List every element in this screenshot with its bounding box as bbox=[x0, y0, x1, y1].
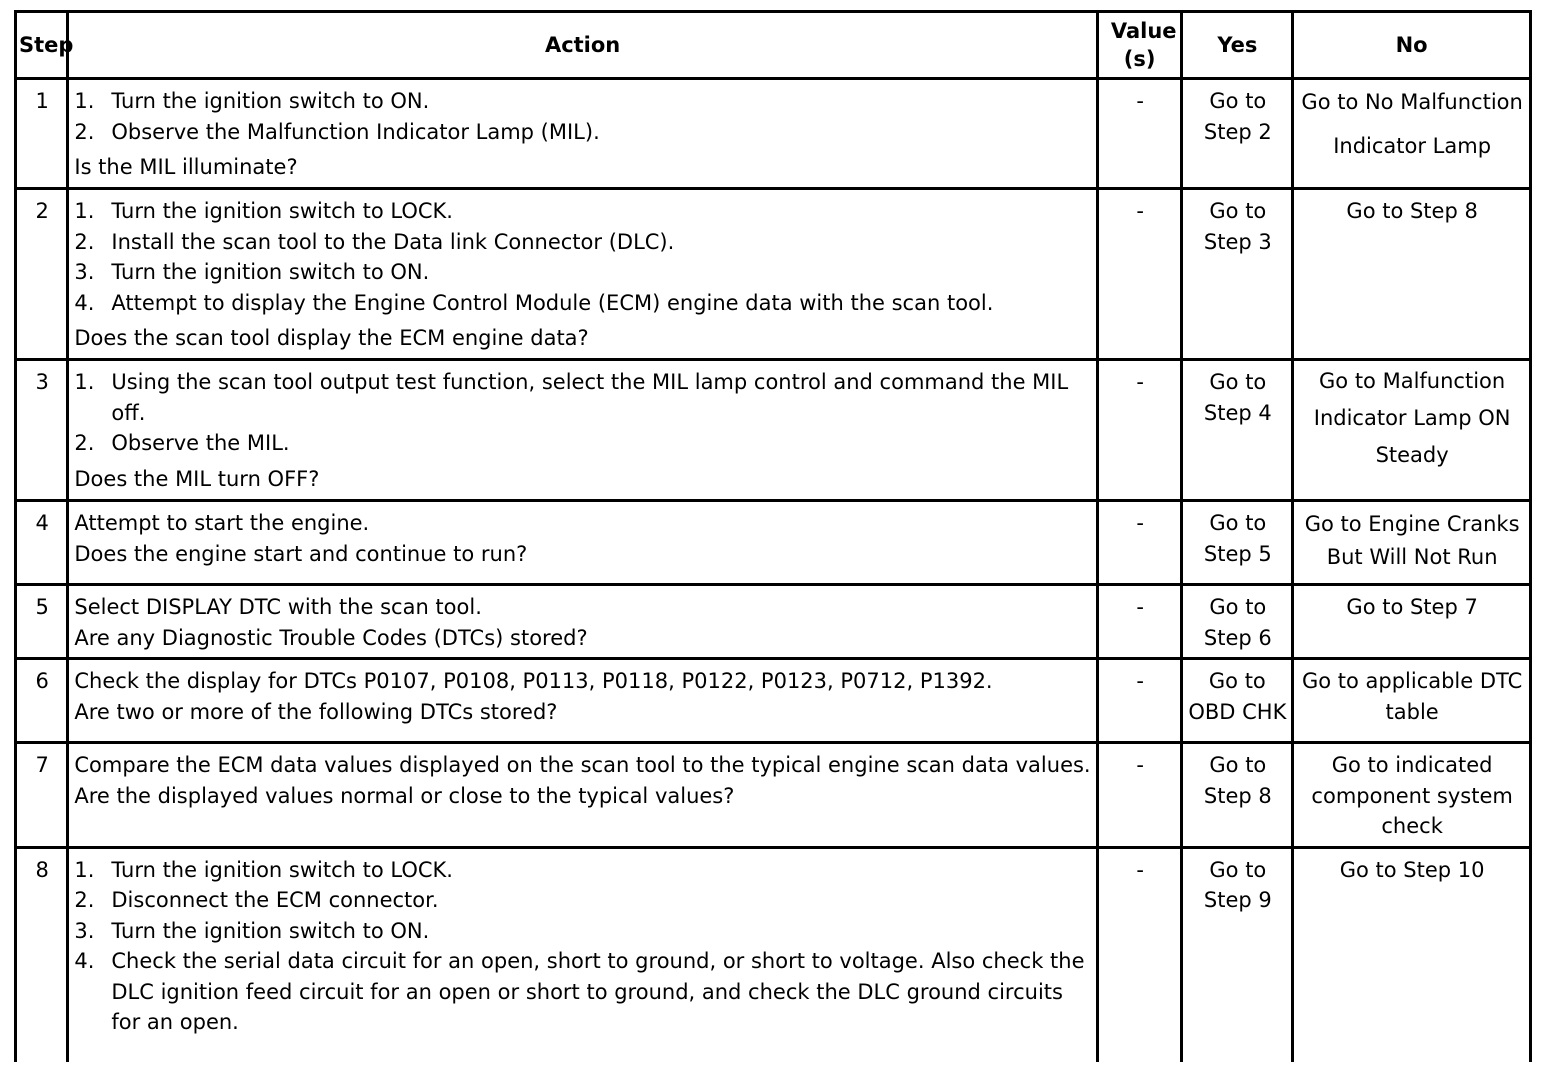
value-cell: - bbox=[1097, 189, 1182, 360]
yes-cell: Go to OBD CHK bbox=[1182, 659, 1293, 743]
item-text: Check the serial data circuit for an open, short to ground, or short to voltage. Also check the DLC ignition feed circuit for an open or short to ground, and check the DLC ground circuits for an open. bbox=[111, 949, 1085, 1034]
yes-cell: Go to Step 9 bbox=[1182, 847, 1293, 1062]
yes-cell: Go to Step 4 bbox=[1182, 360, 1293, 501]
item-number: 1. bbox=[74, 857, 95, 882]
header-action: Action bbox=[68, 12, 1097, 79]
table-row bbox=[16, 847, 1531, 1062]
item-number: 4. bbox=[74, 949, 95, 973]
header-step: Step bbox=[16, 12, 68, 79]
action-question: Does the scan tool display the ECM engine data? bbox=[74, 326, 589, 350]
list-item bbox=[74, 86, 1091, 117]
action-list bbox=[74, 196, 1091, 318]
step-number: 2 bbox=[16, 189, 68, 360]
action-cell bbox=[68, 501, 1097, 585]
action-question: Are any Diagnostic Trouble Codes (DTCs) stored? bbox=[74, 625, 588, 650]
no-cell: Go to No Malfunction Indicator Lamp bbox=[1293, 79, 1531, 189]
action-line: Select DISPLAY DTC with the scan tool. bbox=[74, 595, 482, 619]
value-cell: - bbox=[1097, 659, 1182, 743]
list-item bbox=[74, 855, 1091, 886]
action-cell bbox=[68, 585, 1097, 659]
action-question: Are the displayed values normal or close to the typical values? bbox=[74, 783, 735, 808]
action-list bbox=[74, 367, 1091, 459]
value-cell: - bbox=[1097, 585, 1182, 659]
item-text: Install the scan tool to the Data link Connector (DLC). bbox=[111, 229, 675, 254]
value-cell: - bbox=[1097, 501, 1182, 585]
action-cell bbox=[68, 743, 1097, 848]
no-cell: Go to applicable DTC table bbox=[1293, 659, 1531, 743]
header-row bbox=[16, 12, 1531, 79]
table-row bbox=[16, 360, 1531, 501]
step-number: 1 bbox=[16, 79, 68, 189]
action-line: Attempt to start the engine. bbox=[74, 511, 370, 535]
item-text: Turn the ignition switch to ON. bbox=[111, 918, 430, 943]
yes-cell: Go to Step 6 bbox=[1182, 585, 1293, 659]
item-text: Turn the ignition switch to ON. bbox=[111, 260, 430, 284]
no-cell: Go to Engine Cranks But Will Not Run bbox=[1293, 501, 1531, 585]
step-number: 3 bbox=[16, 360, 68, 501]
yes-cell: Go to Step 5 bbox=[1182, 501, 1293, 585]
table-row bbox=[16, 189, 1531, 360]
item-number: 1. bbox=[74, 199, 95, 223]
list-item bbox=[74, 916, 1091, 947]
no-cell: Go to Malfunction Indicator Lamp ON Steady bbox=[1293, 360, 1531, 501]
item-number: 3. bbox=[74, 918, 95, 943]
list-item bbox=[74, 946, 1091, 1038]
diagnostic-table bbox=[14, 10, 1532, 1062]
table-row bbox=[16, 743, 1531, 848]
step-number: 5 bbox=[16, 585, 68, 659]
item-text: Observe the Malfunction Indicator Lamp (MIL). bbox=[111, 119, 600, 144]
list-item bbox=[74, 367, 1091, 428]
value-cell: - bbox=[1097, 743, 1182, 848]
yes-cell: Go to Step 8 bbox=[1182, 743, 1293, 848]
item-number: 4. bbox=[74, 290, 95, 315]
action-list bbox=[74, 86, 1091, 147]
header-yes: Yes bbox=[1182, 12, 1293, 79]
step-number: 8 bbox=[16, 847, 68, 1062]
item-text: Turn the ignition switch to ON. bbox=[111, 89, 430, 113]
action-cell bbox=[68, 360, 1097, 501]
list-item bbox=[74, 196, 1091, 227]
header-value: Value (s) bbox=[1097, 12, 1182, 79]
list-item bbox=[74, 257, 1091, 288]
list-item bbox=[74, 288, 1091, 319]
item-number: 1. bbox=[74, 89, 95, 113]
action-cell bbox=[68, 189, 1097, 360]
action-cell bbox=[68, 659, 1097, 743]
list-item bbox=[74, 428, 1091, 459]
value-cell: - bbox=[1097, 360, 1182, 501]
item-number: 3. bbox=[74, 260, 95, 284]
item-text: Turn the ignition switch to LOCK. bbox=[111, 199, 453, 223]
no-cell: Go to indicated component system check bbox=[1293, 743, 1531, 848]
action-line: Check the display for DTCs P0107, P0108, P0113, P0118, P0122, P0123, P0712, P1392. bbox=[74, 669, 993, 693]
action-list bbox=[74, 855, 1091, 1038]
action-question: Is the MIL illuminate? bbox=[74, 155, 298, 179]
table-row bbox=[16, 79, 1531, 189]
item-text: Observe the MIL. bbox=[111, 431, 290, 455]
action-cell bbox=[68, 847, 1097, 1062]
item-number: 2. bbox=[74, 888, 95, 912]
action-question: Does the engine start and continue to run? bbox=[74, 541, 528, 566]
header-no: No bbox=[1293, 12, 1531, 79]
item-text: Attempt to display the Engine Control Module (ECM) engine data with the scan tool. bbox=[111, 290, 994, 315]
table-row bbox=[16, 585, 1531, 659]
action-question: Does the MIL turn OFF? bbox=[74, 466, 320, 491]
action-cell bbox=[68, 79, 1097, 189]
no-cell: Go to Step 7 bbox=[1293, 585, 1531, 659]
action-line: Compare the ECM data values displayed on the scan tool to the typical engine scan data values. bbox=[74, 753, 1091, 777]
action-question: Are two or more of the following DTCs stored? bbox=[74, 699, 558, 724]
step-number: 4 bbox=[16, 501, 68, 585]
table-row bbox=[16, 659, 1531, 743]
list-item bbox=[74, 117, 1091, 148]
table-row bbox=[16, 501, 1531, 585]
no-cell: Go to Step 8 bbox=[1293, 189, 1531, 360]
item-text: Using the scan tool output test function, select the MIL lamp control and command the MIL off. bbox=[111, 370, 1069, 425]
item-number: 1. bbox=[74, 370, 95, 394]
yes-cell: Go to Step 2 bbox=[1182, 79, 1293, 189]
value-cell: - bbox=[1097, 847, 1182, 1062]
value-cell: - bbox=[1097, 79, 1182, 189]
item-number: 2. bbox=[74, 119, 95, 144]
item-number: 2. bbox=[74, 229, 95, 254]
step-number: 7 bbox=[16, 743, 68, 848]
list-item bbox=[74, 885, 1091, 916]
item-text: Turn the ignition switch to LOCK. bbox=[111, 857, 453, 882]
list-item bbox=[74, 227, 1091, 258]
diagnostic-table-page bbox=[14, 10, 1532, 1056]
item-text: Disconnect the ECM connector. bbox=[111, 888, 439, 912]
item-number: 2. bbox=[74, 431, 95, 455]
yes-cell: Go to Step 3 bbox=[1182, 189, 1293, 360]
no-cell: Go to Step 10 bbox=[1293, 847, 1531, 1062]
step-number: 6 bbox=[16, 659, 68, 743]
